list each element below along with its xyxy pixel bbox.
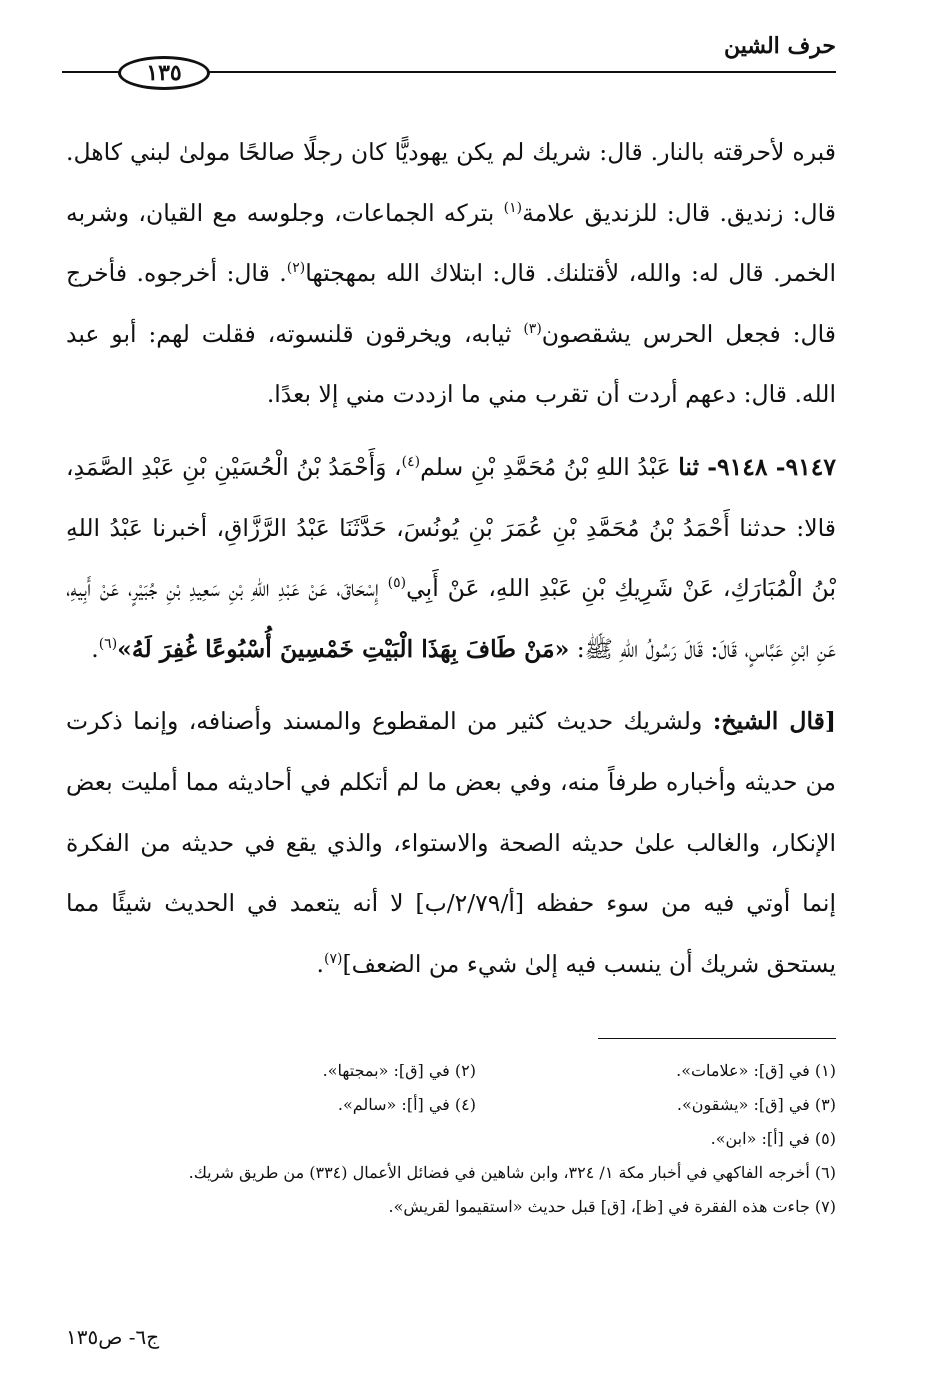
hadith-number: ٩١٤٧- ٩١٤٨- ثنا (678, 452, 836, 481)
text-run: ثيابه، ويخرقون قلنسوته، فقلت لهم: أبو عبد الله. قال: دعهم أردت أن تقرب مني ما ازددت مني إلا بعدًا. (66, 319, 836, 409)
footnote-ref-1[interactable]: (١) (503, 199, 523, 216)
paragraph-3 (66, 691, 836, 994)
footnote-ref-2[interactable]: (٢) (286, 260, 306, 277)
footnotes (66, 1054, 836, 1224)
text-run: إِسْحَاقَ، عَنْ عَبْدِ اللهِ بْنِ سَعِيدِ بْنِ جُبَيْرٍ، عَنْ أَبِيهِ، عَنِ ابْنِ عَبَّاسٍ، قَالَ: قَالَ رَسُولُ اللهِ ﷺ: (66, 574, 836, 663)
page-number-badge: ١٣٥ (118, 56, 210, 90)
footnote-ref-4[interactable]: (٤) (401, 454, 421, 471)
text-run: ، وَأَحْمَدُ بْنُ الْحُسَيْنِ بْنِ عَبْدِ الصَّمَدِ، قالا: حدثنا أَحْمَدُ بْنُ مُحَمَّدِ بْنِ عُمَرَ بْنِ يُونُسَ، حَدَّثَنَا عَبْدُ الرَّزَّاقِ، أخبرنا عَبْدُ اللهِ بْنُ الْمُبَارَكِ، عَنْ شَرِيكِ بْنِ عَبْدِ اللهِ، عَنْ أَبِي (66, 452, 836, 603)
footnote-ref-7[interactable]: (٧) (324, 950, 343, 967)
page-reference: ج٦- ص١٣٥ (66, 1325, 160, 1349)
running-head: حرف الشين (723, 33, 836, 59)
footnote-4: (٤) في [أ]: «سالم». (337, 1095, 476, 1114)
hadith-text: «مَنْ طَافَ بِهَذَا الْبَيْتِ خَمْسِينَ أُسْبُوعًا غُفِرَ لَهُ» (117, 634, 570, 663)
text-run: ولشريك حديث كثير من المقطوع والمسند وأصنافه، وإنما ذكرت من حديثه وأخباره طرفاً منه، وفي بعض ما لم أتكلم في أحاديثه مما أمليت بعض الإنكار، والغالب علىٰ حديثه الصحة والاستواء، والذي يقع في حديثه من الفكرة إنما أوتي فيه من سوء حفظه [أ/٢/٧٩/ب] لا أنه يتعمد في الحديث شيئًا مما يستحق شريك أن ينسب فيه إلىٰ شيء من الضعف] (66, 707, 836, 978)
footnote-2: (٢) في [ق]: «بمجتها». (322, 1061, 476, 1080)
text-run: قبره لأحرقته بالنار. قال: شريك لم يكن يهوديًّا كان رجلًا صالحًا مولىٰ لبني كاهل. قال: زنديق. قال: للزنديق علامة (66, 138, 836, 227)
footnote-6: (٦) أخرجه الفاكهي في أخبار مكة ١/ ٣٢٤، وابن شاهين في فضائل الأعمال (٣٣٤) من طريق شريك. (188, 1163, 836, 1182)
footnote-row (66, 1088, 836, 1122)
text-run: . (316, 949, 325, 978)
footnote-row (66, 1054, 836, 1088)
text-run: . (91, 634, 99, 663)
sheikh-lead: [قال الشيخ: (712, 707, 836, 736)
text-run: . قال: أخرجوه. فأخرج قال: فجعل الحرس يشقصون (66, 259, 836, 348)
footnote-ref-5[interactable]: (٥) (387, 575, 407, 592)
text-run: عَبْدُ اللهِ بْنُ مُحَمَّدِ بْنِ سلم (420, 452, 679, 481)
footnote-5: (٥) في [أ]: «ابن». (710, 1129, 836, 1148)
footnote-7: (٧) جاءت هذه الفقرة في [ظ]، [ق] قبل حديث «استقيموا لقريش». (388, 1197, 836, 1216)
footnote-3: (٣) في [ق]: «يشقون». (676, 1095, 836, 1114)
paragraph-1 (66, 122, 836, 425)
footnote-1: (١) في [ق]: «علامات». (676, 1061, 836, 1080)
text-run: بتركه الجماعات، وجلوسه مع القيان، وشربه الخمر. قال له: والله، لأقتلنك. قال: ابتلاك الله بمهجتها (66, 198, 836, 288)
paragraph-2 (66, 437, 836, 679)
footnote-ref-3[interactable]: (٣) (523, 320, 542, 337)
footnote-ref-6[interactable]: (٦) (98, 635, 118, 652)
body-text (66, 122, 836, 994)
footnote-divider (598, 1038, 836, 1039)
